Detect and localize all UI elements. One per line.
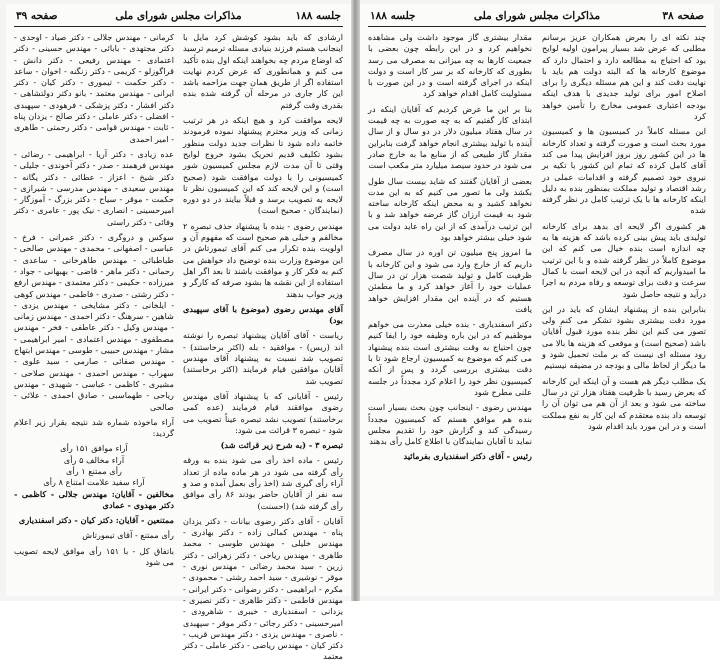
paragraph: چند نکته ای را بعرض همکاران عزیز برسانم مطلبی که عرض شد بسیار پیرامون اولیه لوایح بود که احتیاج به مطالعه دارد و احتمال دارد که موضوع کارخانه ها که البته دولت هم باید با نهایت دقت کند و این هم مسئله دیگری را برای اصلاح امور برای تولید جدیدی با هدف اینکه بودجه اعتباری عمومی مخارج را تأمین خواهد کرد (542, 32, 706, 122)
left-page-right-column (183, 32, 343, 662)
paragraph: یک مطلب دیگر هم هست و آن اینکه این کارخانه که بعرض رسید با ظرفیت هفتاد هزار تن در سال ساخته می شود و بعد از آن هم می توان آن را توسعه داد بنده معتقدم که این کار به نفع مملکت است و در این مورد باید اقدام شود (542, 375, 706, 431)
abstainers-list: ممتنعین - آقایان: دکتر کیان - دکتر اسفندیاری (18, 515, 174, 526)
speaker-paragraph: رئیس - آقای دکتر اسفندیاری بفرمائید (403, 451, 532, 462)
paragraph: رأی ممتنع - آقای تیمورتاش (82, 530, 174, 541)
vote-count: آراء موافق ۱۵۱ رأی (60, 443, 128, 454)
left-header-title: مذاکرات مجلس شورای ملی (115, 10, 242, 22)
voters-list: سوکس و دروگری - دکتر عمرانی - فرخ - عباسی - اصفهانی - محمدی - مهندس صالحی - طباطبائی - مهندس طاهرخانی - ساعدی - رحمانی - دکتر ماهر - قاضی - بهبهانی - جواد - میرزاده - حکیمی - دکتر معتمدی - مهندس ارفع - دکتر رشتی - صدری - فاطمی - مهندس کوهی - ایلخانی - دکتر مشایخی - مهندس یزدی - شاهین - سرهنگ - دکتر احمدی - مهندس زمانی - مهندس وکیل - دکتر عاطفی - فخر - مهندس مصطفوی - مهندس اعتمادی - امیر ابراهیمی - مشار - مهندس حبیبی - طوسی - مهندس ابتهاج - مهندس صفائی - صارمی - سید علوی - سهراب - مهندس احمدی - مهندس صلاحی - مشیری - کاظمی - عباسی - شهیدی - مهندس ریاحی - طهماسبی - صادق احمدی - علائی - صالحی (14, 232, 174, 412)
voters-list: عده زیادی - دکتر آریا - ابراهیمی - رضائی - مهندس فرهمند - صدر - دکتر آخوندی - جلیلی - دکتر شیخ - اعزاز - عطائی - دکتر یگانه - مهندس سعیدی - مهندس مدرسی - شیرازی - حکمت - موقر - سیاح - دکتر بزرگ - آموزگار - امیرحسینی - انصاری - نیک پور - عامری - دکتر وفائی - دکتر راستی (14, 148, 174, 227)
paragraph: این مسئله کاملاً در کمیسیون ها و کمیسیون مورد بحث است و صورت گرفته و تعداد کارخانه ها در این کشور روز بروز افزایش پیدا می کند آقای کامل کرده که تمام این کشور با تکیه بر نیروی خود تصمیم گرفته و اقدامات عملی در رشد اقتصاد و تولید مملکت بمنظور بنده به دلیل اینکه کارخانه ها با یک ترتیب کامل در نظر گرفته شده (542, 126, 706, 216)
vote-count: آراء مخالف ۵ رأی (63, 454, 125, 465)
paragraph: ما امروز پنج میلیون تن اوره در سال مصرف داریم که از خارج وارد می شود و این کارخانه با ظرفیت کامل و تولید شصت هزار تن در سال عملیات خود را آغاز خواهد کرد و ما مطمئن هستیم که در آینده این مقدار افزایش خواهد یافت (368, 247, 532, 314)
paragraph: تبصره ۳ - (به شرح زیر قرائت شد) (220, 440, 343, 451)
speaker-paragraph: آقای مهندس رضوی (موضوع با آقای سپهبدی بود) (183, 303, 343, 326)
left-page-label: صفحه ۳۹ (16, 10, 58, 22)
voters-list: آقایان - آقای دکتر رضوی بیانات - دکتر یزدان پناه - مهندس کمالی زاده - دکتر بهادری - مهندس خلیلی - مهندس طوسی - محمد طاهری - مهندس ریاحی - دکتر زهرائی - دکتر زرین - سید محمد رضائی - مهندس نوری - موقر - نوشیری - سید احمد رشتی - محمودی - مکرم - ابراهیمی - دکتر رضوانی - دکتر ایرانی - مهندس فاطمی - دکتر طاهری - دکتر نصیری - یزدانی - اسفندیاری - خیبری - شاهرودی - امیرحسینی - دکتر رجائی - دکتر موقر - سپهبدی - ناصری - مهندس یزدی - دکتر مهندس قریب - دکتر کیان - مهندس ریاضی - دکتر عاملی - دکتر معتمد (183, 515, 343, 662)
paragraph: بنابراین بنده از پیشنهاد ایشان که باید در این مورد دقت بیشتری بشود تشکر می کنم ولی تصور می کنم این نظر بنده مورد قبول آقایان باشد (صحیح است) و موقعی که هزینه ها بالا می رود مسئله ای نیست که بر ملت تحمیل شود و ما دیگر از لحاظ مالی و بودجه در مضیقه نیستیم (542, 303, 706, 371)
left-page-running-head (14, 10, 343, 27)
opponents-list: مخالفین - آقایان: مهندس جلالی - کاظمی - دکتر مهدوی - عمادی (14, 488, 174, 510)
speaker-paragraph: دکتر اسفندیاری - بنده خیلی معذرت می خواهم موظفیم که در این باره وظیفه خود را ایفا کنیم چون احتیاج به وقت بیشتری است بنده پیشنهاد می کنم که موضوع به کمیسیون ارجاع شود تا با دقت بیشتری بررسی گردد و پس از آنکه کمیسیون نظر خود را اعلام کرد مجدداً در جلسه علنی مطرح شود (368, 319, 532, 397)
paragraph: رئیس - آقایانی که با پیشنهاد آقای مهندس رضوی موافقند قیام فرمایند (عده کمی برخاستند) تصویب نشد تبصره عیناً تصویب می شود - تبصره ۳ قرائت می شود: (183, 390, 343, 435)
right-header-title: مذاکرات مجلس شورای ملی (473, 10, 601, 22)
right-page-left-column (368, 32, 532, 590)
vote-count: رأی ممتنع ۱ رأی (66, 465, 122, 476)
paragraph: مقدار بیشتری گاز موجود داشت ولی مشاهده نخواهیم کرد و در این رابطه چون بعضی با جمعیت کارها به چه میزانی به مصرف می رسد بطوری که کارخانه که بر سر کار است و دولت اینکه در اجرای گرفته است و در این صورت با مسئولیت کامل اقدام خواهد کرد (368, 32, 532, 99)
voters-list: کرمانی - مهندس جلالی - دکتر صیاد - اوحدی - دکتر مجتهدی - بابائی - مهندس حسینی - دکتر اعتمادی - مهندس رفیعی - دکتر دانش - قراگوزلو - کریمی - دکتر زنگنه - اخوان - ساعد - دکتر حکمت - تیموری - دکتر کیان - دکتر ایرانی - مهندس معتمد - بانو دکتر دولتشاهی - دکتر افشار - دکتر پزشکی - فرهودی - سپهبدی - افضلی - دکتر عاملی - دکتر صالح - یزدان پناه - ثابت - مهندس قوامی - دکتر رحمتی - طاهری - امیر احمدی (14, 32, 174, 144)
left-page (6, 4, 351, 662)
paragraph: هر کشوری اگر لایحه ای بدهد برای کارخانه تولیدی باید پیش بینی کرده باشد که هزینه ها به چه اندازه است بنده خیال می کنم که این موضوع کاملاً در نظر گرفته شده و با این ترتیب ما امیدواریم که آنچه در این لایحه است با کمال سرعت و دقت برای توسعه و رفاه مردم به اجرا درآید و نتیجه حاصل شود (542, 220, 706, 299)
book-gutter (351, 0, 360, 601)
paragraph: رئیس - ماده اخذ رأی می شود بنده به ورقه رأی گرفته می شود در هر ماده ماده از تعداد آراء رأی گیری شد (اخذ رأی بعمل آمده و صد و سه نفر از آقایان حاضر بودند ۸۶ رأی موافق رأی گرفته شد) (احسنت) (183, 455, 343, 511)
paragraph: بنا بر این ما عرض کردیم که آقایان اینکه در ابتدای کار گفتیم که به چه صورت به چه قیمت در سال هفتاد میلیون دلار در دو سال و از سال آینده با تولید بیشتری انجام خواهد گرفت بنابراین مقدار گاز طبیعی که از منابع ما به خارج صادر می شود در حدود سیصد میلیارد متر مکعب است (368, 103, 532, 171)
left-page-left-column (14, 32, 174, 590)
left-session-label: جلسه ۱۸۸ (295, 10, 341, 22)
paragraph: بعضی از آقایان گفتند که شاید بیست سال طول بکشد ولی ما تصور می کنیم که به این مدت نخواهد کشید و به محض اینکه کارخانه ساخته شود به قیمت ارزان گاز عرضه خواهد شد و با این ترتیب درآمدی که از این راه عاید دولت می شود خیلی بیشتر خواهد بود (368, 175, 532, 243)
vote-result-intro: آراء ماخوذه شماره شد نتیجه بقرار زیر اعلام گردید: (14, 416, 174, 439)
paragraph: لایحه موافقت کرد و هیچ اینکه در هر ترتیب زمانی که وزیر محترم پیشنهاد نموده فرمودند خاتمه داده شود تا نظرات جدید دولت منظور بشود تکلیف قدیم تحریک بشود خروج لوایح وقتی تا آن مدت لازم مجلس کمیسیون شور کمیسیونی را با دولت موافقت شود (صحیح است) و این لایحه کند که این کمیسیون نظر تا لایحه به تصویب برسد و قبلاً بیایند در دو دوره (نمایندگان - صحیح است) (183, 115, 343, 216)
paragraph: ریاست - آقای آقایان پیشنهاد تبصره را نوشته اند (ریس) - موافقید - بله (اکثر برخاستند) - تصویب شد نسبت به پیشنهاد آقای مهندس آقایان موافقین قیام فرمایند (اکثر برخاستند) تصویب شد (183, 330, 343, 386)
right-session-label: جلسه ۱۸۸ (370, 10, 416, 22)
right-page-running-head (368, 10, 706, 27)
paragraph: ارشادی که باید بشود کوشش کرد مایل با اینجانب هستم فرزند بنیادی مسئله ترمیم ترسید که اوضاع مردم چه بخواهند اینکه اول بنده تأکید می کنم و همانطوری که عرض کردم نهایت استفاده اگر از طریق همان جهت مزاحمه باشد این کار جاری در مرحله آن گرفته شده بنده بقدری وقت گرفتم (183, 32, 343, 110)
paragraph: مهندس رضوی - بنده با پیشنهاد حذف تبصره ۲ مخالفم و خیلی هم صحیح است که مفهوم آن و اولویت بنده تکرار می کنم آقای تیمورتاش در این موضوع وزارت بنده توضیح داد خواهش می کنم به فکر کار و موافقت باشند تا بعد اگر اهل استفاده از این نقشه ها بشود صرفه که کارگر و وزیر جواب بدهند (183, 220, 343, 299)
vote-count: آراء سفید علامت امتناع ۸ رأی (43, 477, 145, 488)
right-page (360, 4, 714, 596)
right-page-right-column (542, 32, 706, 590)
paragraph: باتفاق کل - با ۱۵۱ رأی موافق لایحه تصویب می شود (14, 545, 174, 568)
right-page-label: صفحه ۳۸ (662, 10, 704, 22)
speaker-paragraph: مهندس رضوی - اینجانب چون بحث بسیار است بنده هم موافق هستم که کمیسیون مجدداً رسیدگی کند و گزارش خود را تقدیم مجلس نماید تا آقایان نمایندگان با اطلاع کامل رأی بدهند (368, 402, 532, 447)
